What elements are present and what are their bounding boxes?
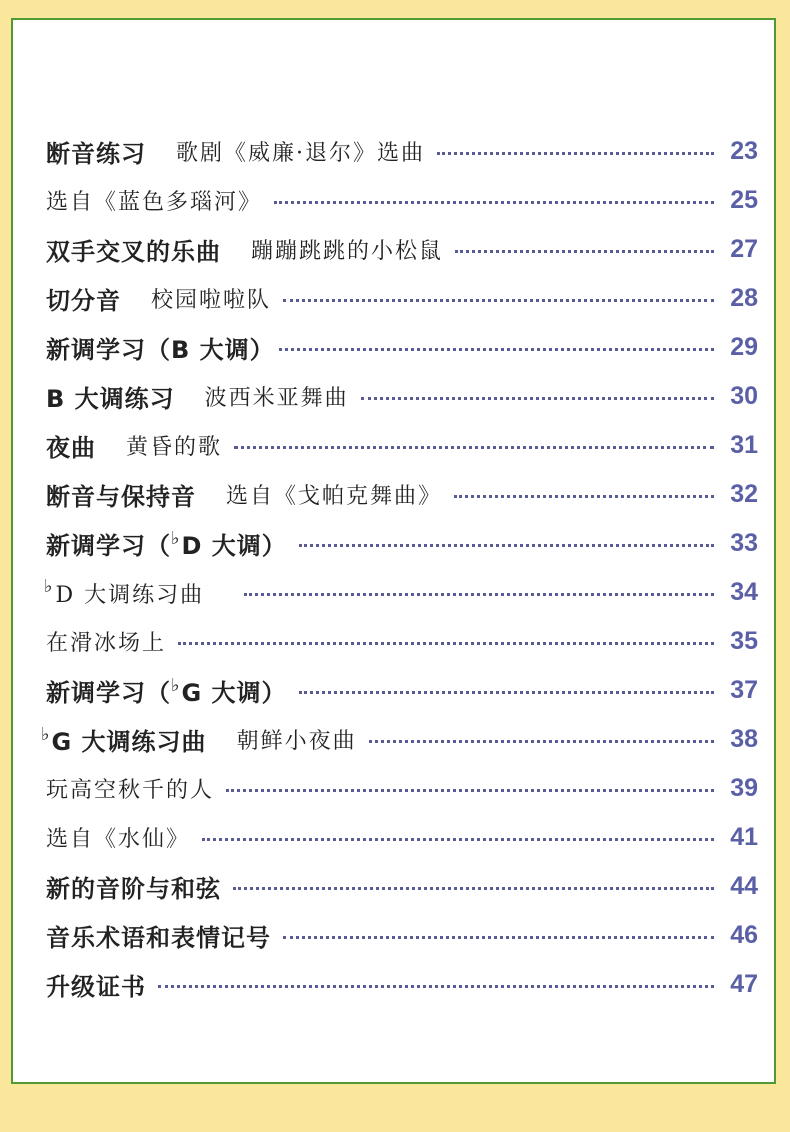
toc-section-title: 新的音阶与和弦 <box>46 874 221 903</box>
dot-leader <box>454 495 714 498</box>
dot-leader <box>178 642 714 645</box>
dot-leader <box>233 887 714 890</box>
section-title-head: 新调学习（ <box>46 678 171 707</box>
dot-leader <box>202 838 714 841</box>
dot-leader <box>283 936 714 939</box>
toc-row[interactable] <box>46 376 758 416</box>
toc-section-title: 升级证书 <box>46 972 146 1001</box>
dot-leader <box>369 740 714 743</box>
toc-row[interactable] <box>46 523 758 563</box>
toc-page-number: 25 <box>730 185 758 214</box>
toc-page-number: 39 <box>730 773 758 802</box>
dot-leader <box>158 985 714 988</box>
dot-leader <box>283 299 714 302</box>
section-title-tail: G 大调练习曲 <box>51 727 207 756</box>
flat-sign-icon: ♭ <box>171 527 181 549</box>
toc-page-number: 33 <box>730 528 758 557</box>
toc-page-number: 37 <box>730 675 758 704</box>
toc-row[interactable] <box>46 180 758 220</box>
toc-piece-title: 歌剧《威廉·退尔》选曲 <box>176 140 425 166</box>
toc-page-number: 27 <box>730 234 758 263</box>
dot-leader <box>361 397 714 400</box>
toc-page-number: 32 <box>730 479 758 508</box>
dot-leader <box>244 593 714 596</box>
toc-row[interactable] <box>46 866 758 906</box>
section-title-head: 新调学习（ <box>46 531 171 560</box>
toc-row[interactable] <box>46 425 758 465</box>
toc-section-title: 音乐术语和表情记号 <box>46 923 271 952</box>
toc-page-number: 47 <box>730 969 758 998</box>
toc-piece-title: 选自《水仙》 <box>46 826 191 852</box>
toc-piece-title: 朝鲜小夜曲 <box>236 728 357 754</box>
toc-piece-title: 选自《蓝色多瑙河》 <box>46 189 263 215</box>
toc-page-number: 28 <box>730 283 758 312</box>
toc-row[interactable] <box>46 327 758 367</box>
dot-leader <box>299 691 714 694</box>
toc-piece-title: 校园啦啦队 <box>151 287 272 313</box>
toc-page-number: 41 <box>730 822 758 851</box>
dot-leader <box>274 201 714 204</box>
toc-row[interactable] <box>46 670 758 710</box>
toc-section-title: B 大调练习 <box>46 384 175 413</box>
toc-piece-title: 玩高空秋千的人 <box>46 777 215 803</box>
toc-piece-title: 蹦蹦跳跳的小松鼠 <box>251 238 444 264</box>
toc-piece-title: 波西米亚舞曲 <box>204 385 349 411</box>
toc-section-title <box>41 722 207 757</box>
section-title-tail: D 大调） <box>181 531 287 560</box>
flat-sign-icon: ♭ <box>44 575 55 597</box>
flat-sign-icon: ♭ <box>171 674 181 696</box>
toc-page-number: 30 <box>730 381 758 410</box>
toc-section-title: 新调学习（B 大调） <box>46 335 275 364</box>
dot-leader <box>455 250 714 253</box>
toc-row[interactable] <box>41 719 758 759</box>
dot-leader <box>226 789 714 792</box>
toc-row[interactable] <box>46 768 758 808</box>
toc-row[interactable] <box>46 621 758 661</box>
toc-section-title: 夜曲 <box>46 433 96 462</box>
toc-piece-title: 黄昏的歌 <box>126 434 223 460</box>
toc-section-title: 断音与保持音 <box>46 482 196 511</box>
toc-piece-title: 选自《戈帕克舞曲》 <box>226 483 443 509</box>
dot-leader <box>437 152 714 155</box>
toc-row[interactable] <box>46 131 758 171</box>
dot-leader <box>234 446 714 449</box>
section-title-tail: G 大调） <box>181 678 287 707</box>
dot-leader <box>299 544 714 547</box>
toc-page-number: 31 <box>730 430 758 459</box>
toc-piece-title: 在滑冰场上 <box>46 630 167 656</box>
toc-page-number: 38 <box>730 724 758 753</box>
toc-row[interactable] <box>46 572 758 612</box>
toc-page-number: 23 <box>730 136 758 165</box>
toc-row[interactable] <box>46 278 758 318</box>
toc-page-number: 29 <box>730 332 758 361</box>
toc-section-title <box>46 673 287 708</box>
toc-section-title <box>46 526 287 561</box>
toc-page-number: 46 <box>730 920 758 949</box>
book-page <box>11 18 776 1084</box>
toc-row[interactable] <box>46 915 758 955</box>
toc-piece-title <box>44 576 204 609</box>
dot-leader <box>279 348 714 351</box>
toc-row[interactable] <box>46 964 758 1004</box>
flat-sign-icon: ♭ <box>41 723 51 745</box>
toc-row[interactable] <box>46 817 758 857</box>
toc-section-title: 切分音 <box>46 286 121 315</box>
toc-row[interactable] <box>46 229 758 269</box>
piece-title-text: D 大调练习曲 <box>55 582 205 608</box>
toc-page-number: 44 <box>730 871 758 900</box>
toc-row[interactable] <box>46 474 758 514</box>
toc-section-title: 双手交叉的乐曲 <box>46 237 221 266</box>
toc-page-number: 35 <box>730 626 758 655</box>
toc-page-number: 34 <box>730 577 758 606</box>
toc-section-title: 断音练习 <box>46 139 146 168</box>
